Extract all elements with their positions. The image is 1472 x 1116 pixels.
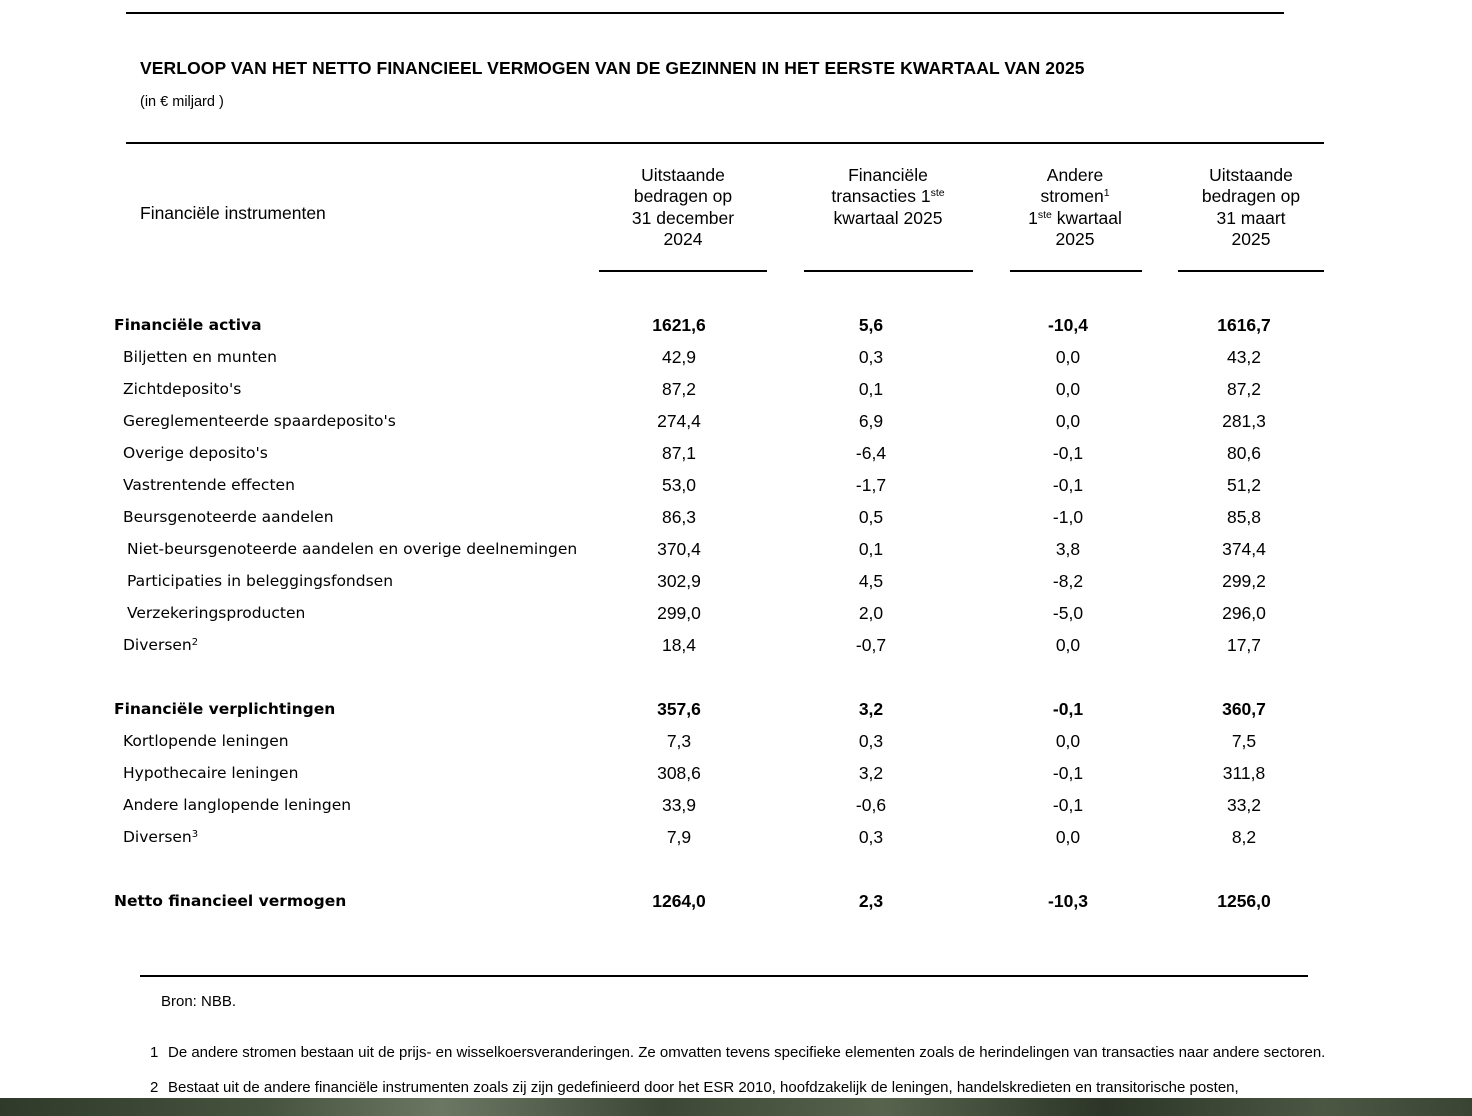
table-bottom-rule	[140, 975, 1308, 977]
cell-value-col1: 7,9	[666, 827, 692, 847]
cell-value-col1: 86,3	[661, 507, 697, 527]
cell-value-col4: 80,6	[1226, 443, 1262, 463]
cell-value-col3: 0,0	[1055, 731, 1081, 751]
cell-value-col4: 311,8	[1222, 763, 1266, 783]
table-row	[0, 758, 1472, 790]
cell-value-col3: -0,1	[1052, 475, 1084, 495]
top-rule	[126, 12, 1284, 14]
row-label: Verzekeringsproducten	[127, 604, 306, 622]
cell-value-col3: -0,1	[1052, 699, 1084, 719]
cell-value-col3: 0,0	[1055, 411, 1081, 431]
table-row	[0, 790, 1472, 822]
table-row	[0, 566, 1472, 598]
cell-value-col1: 53,0	[661, 475, 697, 495]
cell-value-col2: 2,3	[858, 891, 884, 911]
cell-value-col1: 87,1	[661, 443, 697, 463]
row-label: Overige deposito's	[123, 444, 268, 462]
cell-value-col3: -5,0	[1052, 603, 1084, 623]
cell-value-col3: 0,0	[1055, 635, 1081, 655]
cell-value-col2: 3,2	[858, 763, 884, 783]
cell-value-col1: 33,9	[661, 795, 697, 815]
cell-value-col4: 8,2	[1231, 827, 1257, 847]
cell-value-col1: 7,3	[666, 731, 692, 751]
col2-underline	[804, 270, 973, 272]
cell-value-col4: 374,4	[1222, 539, 1266, 559]
unit-subtitle: (in € miljard )	[140, 94, 224, 110]
cell-value-col2: -0,7	[855, 635, 887, 655]
table-row	[0, 470, 1472, 502]
cell-value-col3: -8,2	[1052, 571, 1084, 591]
cell-value-col1: 357,6	[657, 699, 701, 719]
table-total-row	[0, 886, 1472, 918]
table-row	[0, 438, 1472, 470]
table-total-row	[0, 310, 1472, 342]
cell-value-col2: 4,5	[858, 571, 884, 591]
cell-value-col2: 0,1	[858, 539, 884, 559]
table-row	[0, 598, 1472, 630]
background-photo-strip	[0, 1098, 1472, 1116]
row-label: Participaties in beleggingsfondsen	[127, 572, 394, 590]
cell-value-col4: 360,7	[1222, 699, 1266, 719]
cell-value-col3: -0,1	[1052, 443, 1084, 463]
table-row	[0, 502, 1472, 534]
cell-value-col2: -0,6	[855, 795, 887, 815]
cell-value-col2: 6,9	[858, 411, 884, 431]
cell-value-col2: 2,0	[858, 603, 884, 623]
cell-value-col2: 0,5	[858, 507, 884, 527]
table-total-row	[0, 694, 1472, 726]
row-label: Niet-beursgenoteerde aandelen en overige deelnemingen	[127, 540, 578, 558]
cell-value-col2: -6,4	[855, 443, 887, 463]
cell-value-col4: 51,2	[1226, 475, 1262, 495]
cell-value-col4: 299,2	[1222, 571, 1266, 591]
cell-value-col4: 87,2	[1226, 379, 1262, 399]
cell-value-col2: 0,3	[858, 731, 884, 751]
cell-value-col3: -0,1	[1052, 763, 1084, 783]
table-row	[0, 726, 1472, 758]
row-label: Netto financieel vermogen	[114, 892, 347, 910]
row-label: Vastrentende effecten	[123, 476, 295, 494]
cell-value-col3: -10,3	[1048, 891, 1088, 911]
cell-value-col1: 299,0	[657, 603, 701, 623]
row-label: Diversen$^2$	[123, 636, 199, 654]
table-row	[0, 822, 1472, 854]
table-row	[0, 342, 1472, 374]
cell-value-col4: 17,7	[1226, 635, 1262, 655]
cell-value-col1: 274,4	[657, 411, 701, 431]
cell-value-col4: 296,0	[1222, 603, 1266, 623]
cell-value-col3: 0,0	[1055, 347, 1081, 367]
row-label: Hypothecaire leningen	[123, 764, 299, 782]
page-title: VERLOOP VAN HET NETTO FINANCIEEL VERMOGEN VAN DE GEZINNEN IN HET EERSTE KWARTAAL VAN 2025	[140, 58, 1085, 78]
row-label: Andere langlopende leningen	[123, 796, 352, 814]
cell-value-col4: 1616,7	[1217, 315, 1271, 335]
cell-value-col4: 85,8	[1226, 507, 1262, 527]
cell-value-col1: 308,6	[657, 763, 701, 783]
cell-value-col1: 87,2	[661, 379, 697, 399]
col-header-transactions-q1: Financiële transacties 1ste kwartaal 2025	[831, 165, 945, 228]
col3-underline	[1010, 270, 1142, 272]
cell-value-col2: 5,6	[858, 315, 884, 335]
cell-value-col3: -1,0	[1052, 507, 1084, 527]
cell-value-col4: 43,2	[1226, 347, 1262, 367]
cell-value-col2: 3,2	[858, 699, 884, 719]
row-label: Financiële verplichtingen	[114, 700, 336, 718]
row-label: Beursgenoteerde aandelen	[123, 508, 334, 526]
cell-value-col1: 1264,0	[652, 891, 706, 911]
cell-value-col3: 0,0	[1055, 379, 1081, 399]
cell-value-col1: 370,4	[657, 539, 701, 559]
instruments-column-header: Financiële instrumenten	[140, 203, 326, 223]
cell-value-col2: 0,1	[858, 379, 884, 399]
header-top-rule	[126, 142, 1324, 144]
col-header-outstanding-dec-2024: Uitstaande bedragen op 31 december 2024	[631, 165, 735, 249]
row-label: Biljetten en munten	[123, 348, 278, 366]
cell-value-col3: 3,8	[1055, 539, 1081, 559]
source-note: Bron: NBB.	[161, 993, 237, 1010]
row-label: Gereglementeerde spaardeposito's	[123, 412, 396, 430]
row-label: Kortlopende leningen	[123, 732, 289, 750]
row-label: Diversen$^3$	[123, 828, 199, 846]
cell-value-col3: -0,1	[1052, 795, 1084, 815]
cell-value-col4: 7,5	[1231, 731, 1257, 751]
table-row	[0, 374, 1472, 406]
cell-value-col1: 1621,6	[652, 315, 706, 335]
row-label: Financiële activa	[114, 316, 262, 334]
row-label: Zichtdeposito's	[123, 380, 242, 398]
cell-value-col1: 42,9	[661, 347, 697, 367]
cell-value-col4: 33,2	[1226, 795, 1262, 815]
table-row	[0, 534, 1472, 566]
cell-value-col4: 1256,0	[1217, 891, 1271, 911]
cell-value-col2: 0,3	[858, 827, 884, 847]
cell-value-col3: 0,0	[1055, 827, 1081, 847]
cell-value-col4: 281,3	[1222, 411, 1266, 431]
cell-value-col3: -10,4	[1048, 315, 1088, 335]
cell-value-col2: 0,3	[858, 347, 884, 367]
cell-value-col1: 18,4	[661, 635, 697, 655]
col1-underline	[599, 270, 767, 272]
cell-value-col2: -1,7	[855, 475, 887, 495]
table-row	[0, 630, 1472, 662]
col-header-outstanding-mar-2025: Uitstaande bedragen op 31 maart 2025	[1201, 165, 1301, 249]
col-header-other-flows-q1: Andere stromen$^1$ 1ste kwartaal 2025	[1028, 165, 1122, 249]
cell-value-col1: 302,9	[657, 571, 701, 591]
col4-underline	[1178, 270, 1324, 272]
table-row	[0, 406, 1472, 438]
